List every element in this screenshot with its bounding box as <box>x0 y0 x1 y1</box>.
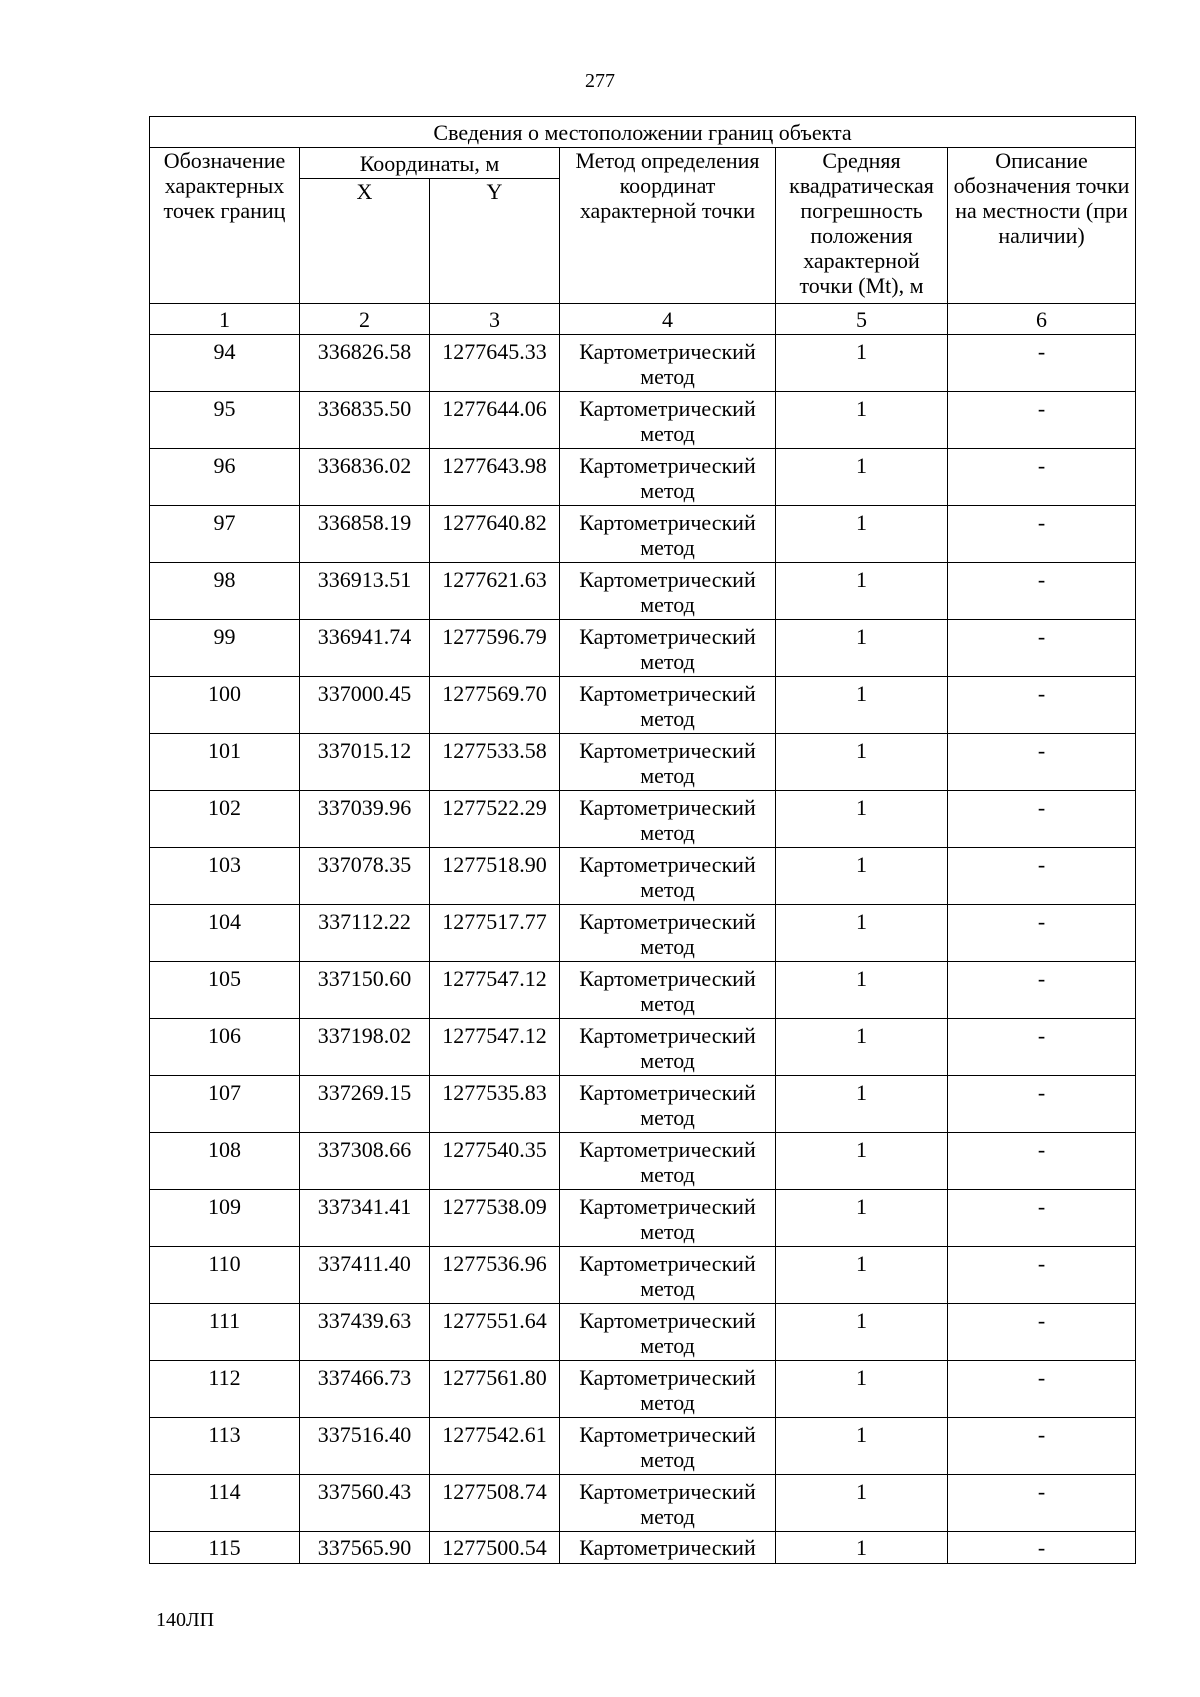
table-row <box>150 1019 1136 1076</box>
cell-accuracy: 1 <box>776 506 948 563</box>
cell-method: Картометрический метод <box>560 1247 776 1304</box>
cell-point: 94 <box>150 335 300 392</box>
cell-accuracy: 1 <box>776 1133 948 1190</box>
cell-method: Картометрический метод <box>560 905 776 962</box>
column-number: 3 <box>430 304 560 335</box>
cell-method: Картометрический метод <box>560 1133 776 1190</box>
table-row <box>150 1133 1136 1190</box>
cell-point: 106 <box>150 1019 300 1076</box>
cell-point: 103 <box>150 848 300 905</box>
table-row <box>150 1475 1136 1532</box>
cell-method: Картометрический метод <box>560 449 776 506</box>
cell-x: 337039.96 <box>300 791 430 848</box>
table-row <box>150 1418 1136 1475</box>
cell-y: 1277535.83 <box>430 1076 560 1133</box>
header-accuracy: Средняя квадратическая погрешность положения характерной точки (Mt), м <box>776 148 948 304</box>
cell-description: - <box>948 1304 1136 1361</box>
cell-x: 336826.58 <box>300 335 430 392</box>
cell-description: - <box>948 563 1136 620</box>
cell-accuracy: 1 <box>776 1418 948 1475</box>
cell-method: Картометрический метод <box>560 506 776 563</box>
cell-y: 1277522.29 <box>430 791 560 848</box>
cell-accuracy: 1 <box>776 449 948 506</box>
cell-method: Картометрический метод <box>560 620 776 677</box>
cell-accuracy: 1 <box>776 677 948 734</box>
cell-method: Картометрический метод <box>560 848 776 905</box>
cell-accuracy: 1 <box>776 563 948 620</box>
cell-accuracy: 1 <box>776 392 948 449</box>
column-number: 1 <box>150 304 300 335</box>
footer-code: 140ЛП <box>156 1609 215 1631</box>
cell-point: 114 <box>150 1475 300 1532</box>
cell-point: 107 <box>150 1076 300 1133</box>
cell-description: - <box>948 1190 1136 1247</box>
cell-x: 337411.40 <box>300 1247 430 1304</box>
cell-accuracy: 1 <box>776 905 948 962</box>
header-coordinates: Координаты, м <box>300 148 560 179</box>
cell-accuracy: 1 <box>776 1304 948 1361</box>
table-row <box>150 563 1136 620</box>
boundary-coordinates-table <box>149 116 1136 1564</box>
cell-y: 1277569.70 <box>430 677 560 734</box>
table-row <box>150 1304 1136 1361</box>
cell-x: 337269.15 <box>300 1076 430 1133</box>
cell-y: 1277540.35 <box>430 1133 560 1190</box>
cell-accuracy: 1 <box>776 848 948 905</box>
cell-method: Картометрический метод <box>560 962 776 1019</box>
cell-x: 337466.73 <box>300 1361 430 1418</box>
cell-method: Картометрический метод <box>560 1076 776 1133</box>
cell-y: 1277508.74 <box>430 1475 560 1532</box>
cell-method: Картометрический метод <box>560 335 776 392</box>
cell-description: - <box>948 335 1136 392</box>
cell-method: Картометрический метод <box>560 1418 776 1475</box>
cell-accuracy: 1 <box>776 1190 948 1247</box>
cell-x: 337015.12 <box>300 734 430 791</box>
column-number: 6 <box>948 304 1136 335</box>
cell-point: 101 <box>150 734 300 791</box>
cell-description: - <box>948 392 1136 449</box>
cell-point: 104 <box>150 905 300 962</box>
table-row <box>150 392 1136 449</box>
cell-point: 102 <box>150 791 300 848</box>
cell-description: - <box>948 1019 1136 1076</box>
table-row <box>150 848 1136 905</box>
cell-x: 337516.40 <box>300 1418 430 1475</box>
cell-method: Картометрический метод <box>560 1304 776 1361</box>
cell-y: 1277542.61 <box>430 1418 560 1475</box>
cell-description: - <box>948 1475 1136 1532</box>
cell-accuracy: 1 <box>776 1247 948 1304</box>
cell-accuracy: 1 <box>776 734 948 791</box>
cell-description: - <box>948 962 1136 1019</box>
cell-y: 1277640.82 <box>430 506 560 563</box>
table-row <box>150 1076 1136 1133</box>
cell-method: Картометрический <box>560 1532 776 1564</box>
column-number: 4 <box>560 304 776 335</box>
cell-accuracy: 1 <box>776 1475 948 1532</box>
cell-accuracy: 1 <box>776 1019 948 1076</box>
cell-point: 110 <box>150 1247 300 1304</box>
cell-y: 1277547.12 <box>430 1019 560 1076</box>
table-row <box>150 506 1136 563</box>
cell-description: - <box>948 1532 1136 1564</box>
cell-description: - <box>948 1133 1136 1190</box>
cell-method: Картометрический метод <box>560 677 776 734</box>
cell-y: 1277517.77 <box>430 905 560 962</box>
cell-x: 337112.22 <box>300 905 430 962</box>
cell-description: - <box>948 449 1136 506</box>
table-row <box>150 677 1136 734</box>
cell-y: 1277561.80 <box>430 1361 560 1418</box>
cell-x: 336836.02 <box>300 449 430 506</box>
cell-x: 336858.19 <box>300 506 430 563</box>
cell-y: 1277551.64 <box>430 1304 560 1361</box>
cell-description: - <box>948 905 1136 962</box>
cell-x: 337560.43 <box>300 1475 430 1532</box>
table-row <box>150 335 1136 392</box>
cell-accuracy: 1 <box>776 962 948 1019</box>
cell-x: 337000.45 <box>300 677 430 734</box>
cell-accuracy: 1 <box>776 1361 948 1418</box>
cell-method: Картометрический метод <box>560 1475 776 1532</box>
cell-method: Картометрический метод <box>560 563 776 620</box>
table-row <box>150 1247 1136 1304</box>
header-description: Описание обозначения точки на местности (при наличии) <box>948 148 1136 304</box>
cell-y: 1277596.79 <box>430 620 560 677</box>
cell-description: - <box>948 1361 1136 1418</box>
header-point: Обозначение характерных точек границ <box>150 148 300 304</box>
cell-point: 100 <box>150 677 300 734</box>
table-row <box>150 620 1136 677</box>
cell-x: 336941.74 <box>300 620 430 677</box>
cell-point: 98 <box>150 563 300 620</box>
cell-y: 1277536.96 <box>430 1247 560 1304</box>
table-title: Сведения о местоположении границ объекта <box>150 117 1136 148</box>
cell-accuracy: 1 <box>776 620 948 677</box>
cell-y: 1277547.12 <box>430 962 560 1019</box>
table-row <box>150 1532 1136 1564</box>
cell-method: Картометрический метод <box>560 1361 776 1418</box>
cell-x: 337150.60 <box>300 962 430 1019</box>
cell-x: 337565.90 <box>300 1532 430 1564</box>
cell-y: 1277645.33 <box>430 335 560 392</box>
table-row <box>150 905 1136 962</box>
cell-y: 1277518.90 <box>430 848 560 905</box>
cell-y: 1277533.58 <box>430 734 560 791</box>
cell-y: 1277621.63 <box>430 563 560 620</box>
header-y: Y <box>430 179 560 304</box>
cell-accuracy: 1 <box>776 1532 948 1564</box>
table-row <box>150 1361 1136 1418</box>
cell-description: - <box>948 848 1136 905</box>
header-method: Метод определения координат характерной точки <box>560 148 776 304</box>
cell-accuracy: 1 <box>776 335 948 392</box>
cell-method: Картометрический метод <box>560 791 776 848</box>
cell-accuracy: 1 <box>776 791 948 848</box>
cell-point: 111 <box>150 1304 300 1361</box>
cell-point: 97 <box>150 506 300 563</box>
cell-x: 337341.41 <box>300 1190 430 1247</box>
cell-description: - <box>948 506 1136 563</box>
cell-accuracy: 1 <box>776 1076 948 1133</box>
cell-x: 337308.66 <box>300 1133 430 1190</box>
cell-description: - <box>948 1247 1136 1304</box>
cell-point: 113 <box>150 1418 300 1475</box>
cell-description: - <box>948 677 1136 734</box>
cell-method: Картометрический метод <box>560 392 776 449</box>
table-row <box>150 1190 1136 1247</box>
cell-point: 99 <box>150 620 300 677</box>
cell-point: 115 <box>150 1532 300 1564</box>
cell-x: 337198.02 <box>300 1019 430 1076</box>
cell-method: Картометрический метод <box>560 734 776 791</box>
cell-point: 95 <box>150 392 300 449</box>
table-row <box>150 734 1136 791</box>
column-numbers-row <box>150 304 1136 335</box>
cell-description: - <box>948 1076 1136 1133</box>
cell-x: 337439.63 <box>300 1304 430 1361</box>
cell-point: 109 <box>150 1190 300 1247</box>
cell-y: 1277538.09 <box>430 1190 560 1247</box>
header-x: X <box>300 179 430 304</box>
cell-point: 108 <box>150 1133 300 1190</box>
cell-method: Картометрический метод <box>560 1019 776 1076</box>
cell-y: 1277500.54 <box>430 1532 560 1564</box>
cell-description: - <box>948 791 1136 848</box>
table-row <box>150 962 1136 1019</box>
table-body <box>150 335 1136 1564</box>
cell-x: 337078.35 <box>300 848 430 905</box>
cell-description: - <box>948 1418 1136 1475</box>
table-row <box>150 791 1136 848</box>
cell-point: 105 <box>150 962 300 1019</box>
cell-method: Картометрический метод <box>560 1190 776 1247</box>
table-row <box>150 449 1136 506</box>
column-number: 5 <box>776 304 948 335</box>
cell-point: 112 <box>150 1361 300 1418</box>
cell-x: 336913.51 <box>300 563 430 620</box>
cell-x: 336835.50 <box>300 392 430 449</box>
cell-y: 1277644.06 <box>430 392 560 449</box>
page-number: 277 <box>585 70 615 92</box>
cell-y: 1277643.98 <box>430 449 560 506</box>
cell-description: - <box>948 734 1136 791</box>
cell-point: 96 <box>150 449 300 506</box>
cell-description: - <box>948 620 1136 677</box>
column-number: 2 <box>300 304 430 335</box>
